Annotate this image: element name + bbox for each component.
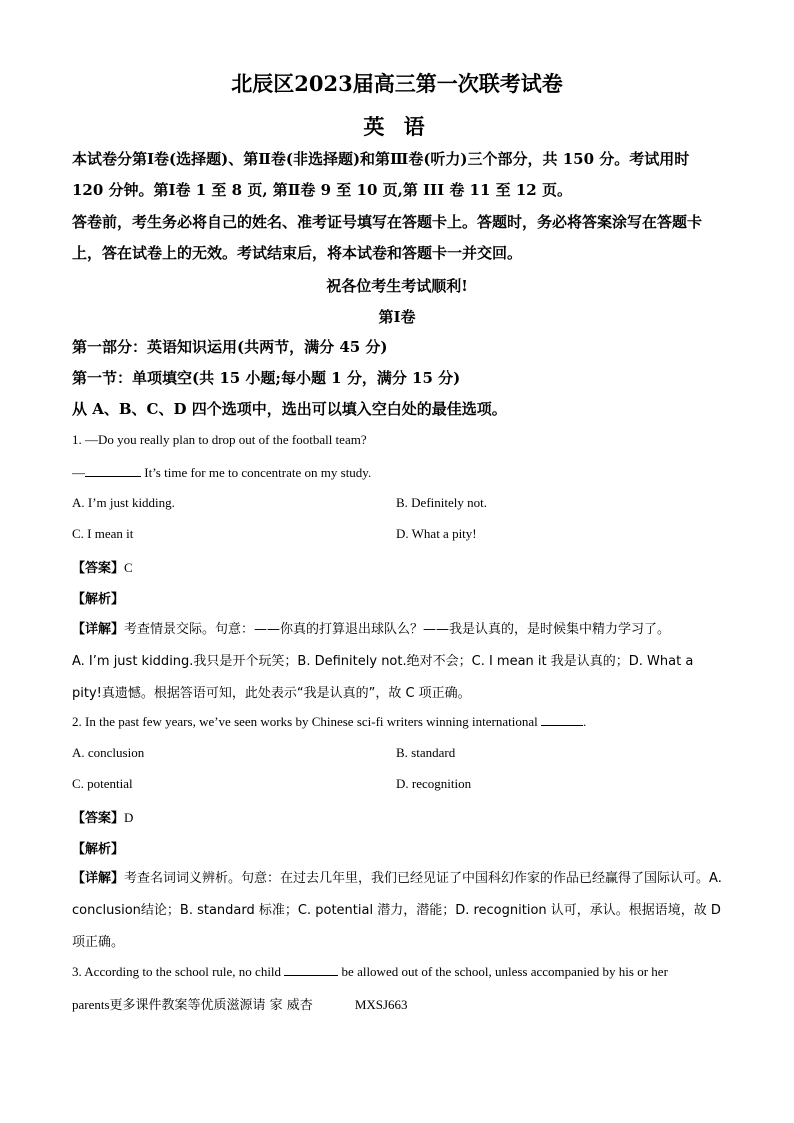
q1-option-d: D. What a pity! — [396, 526, 477, 541]
q1-stem-line-2 — [72, 464, 371, 481]
q1-dash: — — [72, 465, 85, 480]
q1-answer-value: C — [124, 560, 133, 575]
q1-answer — [72, 557, 133, 576]
q3-stem-end: parents — [72, 997, 110, 1012]
part1-heading: 第一部分：英语知识运用(共两节，满分 45 分) — [72, 338, 388, 356]
q3-stem-line-2 — [72, 994, 408, 1013]
q1-detail-text-2: A. I’m just kidding.我只是开个玩笑；B. Definitely not.绝对不会；C. I mean it 我是认真的；D. What a pity!真遗憾。根据答语可知，此处表示“我是认真的”，故 C 项正确。 — [72, 654, 694, 701]
q2-answer — [72, 807, 133, 826]
exam-title: 北辰区2023届高三第一次联考试卷 — [231, 71, 563, 96]
q3-stem-post: be allowed out of the school, unless accompanied by his or her — [338, 964, 668, 979]
q1-detail — [72, 613, 724, 709]
q2-detail — [72, 862, 724, 958]
detail-tag: 【详解】 — [72, 622, 125, 637]
q2-detail-text: 考查名词词义辨析。句意：在过去几年里，我们已经见证了中国科幻作家的作品已经赢得了国际认可。A. conclusion结论；B. standard 标准；C. potential 潜力，潜能；D. recognition 认可，承认。根据语境，故 D 项正确。 — [72, 871, 722, 950]
q3-stem-pre: 3. According to the school rule, no child — [72, 964, 282, 979]
answer-tag: 【答案】 — [72, 811, 125, 826]
intro-paragraph-2: 答卷前，考生务必将自己的姓名、准考证号填写在答题卡上。答题时，务必将答案涂写在答题卡上，答在试卷上的无效。考试结束后，将本试卷和答题卡一并交回。 — [72, 213, 703, 262]
q2-analysis — [72, 838, 124, 857]
q2-stem: 2. In the past few years, we’ve seen works by Chinese sci-fi writers winning international . — [72, 714, 587, 729]
watermark-text: 更多课件教案等优质滋源请 家 威杏 — [109, 998, 313, 1013]
intro-paragraph-1: 本试卷分第Ⅰ卷(选择题)、第Ⅱ卷(非选择题)和第Ⅲ卷(听力)三个部分，共 150 分。考试用时 120 分钟。第Ⅰ卷 1 至 8 页, 第Ⅱ卷 9 至 10 页,第 III 卷 11 至 12 页。 — [72, 150, 690, 199]
q2-option-a: A. conclusion — [72, 745, 145, 760]
answer-tag: 【答案】 — [72, 561, 125, 576]
volume-heading: 第Ⅰ卷 — [378, 308, 416, 326]
detail-tag: 【详解】 — [72, 871, 125, 886]
wish-line: 祝各位考生考试顺利! — [326, 277, 468, 295]
q3-blank — [284, 963, 338, 976]
q2-option-d: D. recognition — [396, 776, 472, 791]
q1-option-c: C. I mean it — [72, 526, 134, 541]
q1-option-a: A. I’m just kidding. — [72, 495, 175, 510]
q2-blank — [541, 713, 583, 726]
subject-title: 英 语 — [363, 114, 431, 139]
q3-stem-line-1 — [72, 963, 668, 980]
q1-stem-tail: It’s time for me to concentrate on my study. — [141, 465, 372, 480]
q2-answer-value: D — [124, 810, 134, 825]
section1-heading: 第一节：单项填空(共 15 小题;每小题 1 分，满分 15 分) — [72, 369, 461, 387]
q2-option-c: C. potential — [72, 776, 133, 791]
q1-blank — [85, 464, 141, 477]
analysis-tag: 【解析】 — [72, 592, 125, 607]
q2-stem-text: 2. In the past few years, we’ve seen works by Chinese sci-fi writers winning international — [72, 714, 538, 729]
q2-option-b: B. standard — [396, 745, 456, 760]
watermark-code: MXSJ663 — [354, 997, 408, 1012]
q1-option-b: B. Definitely not. — [396, 495, 487, 510]
q1-detail-text-1: 考查情景交际。句意：——你真的打算退出球队么？——我是认真的，是时候集中精力学习了。 — [124, 622, 671, 637]
analysis-tag: 【解析】 — [72, 842, 125, 857]
q1-analysis — [72, 588, 124, 607]
q1-stem-line-1: 1. —Do you really plan to drop out of the football team? — [72, 432, 367, 447]
instruction-line: 从 A、B、C、D 四个选项中，选出可以填入空白处的最佳选项。 — [72, 400, 507, 418]
